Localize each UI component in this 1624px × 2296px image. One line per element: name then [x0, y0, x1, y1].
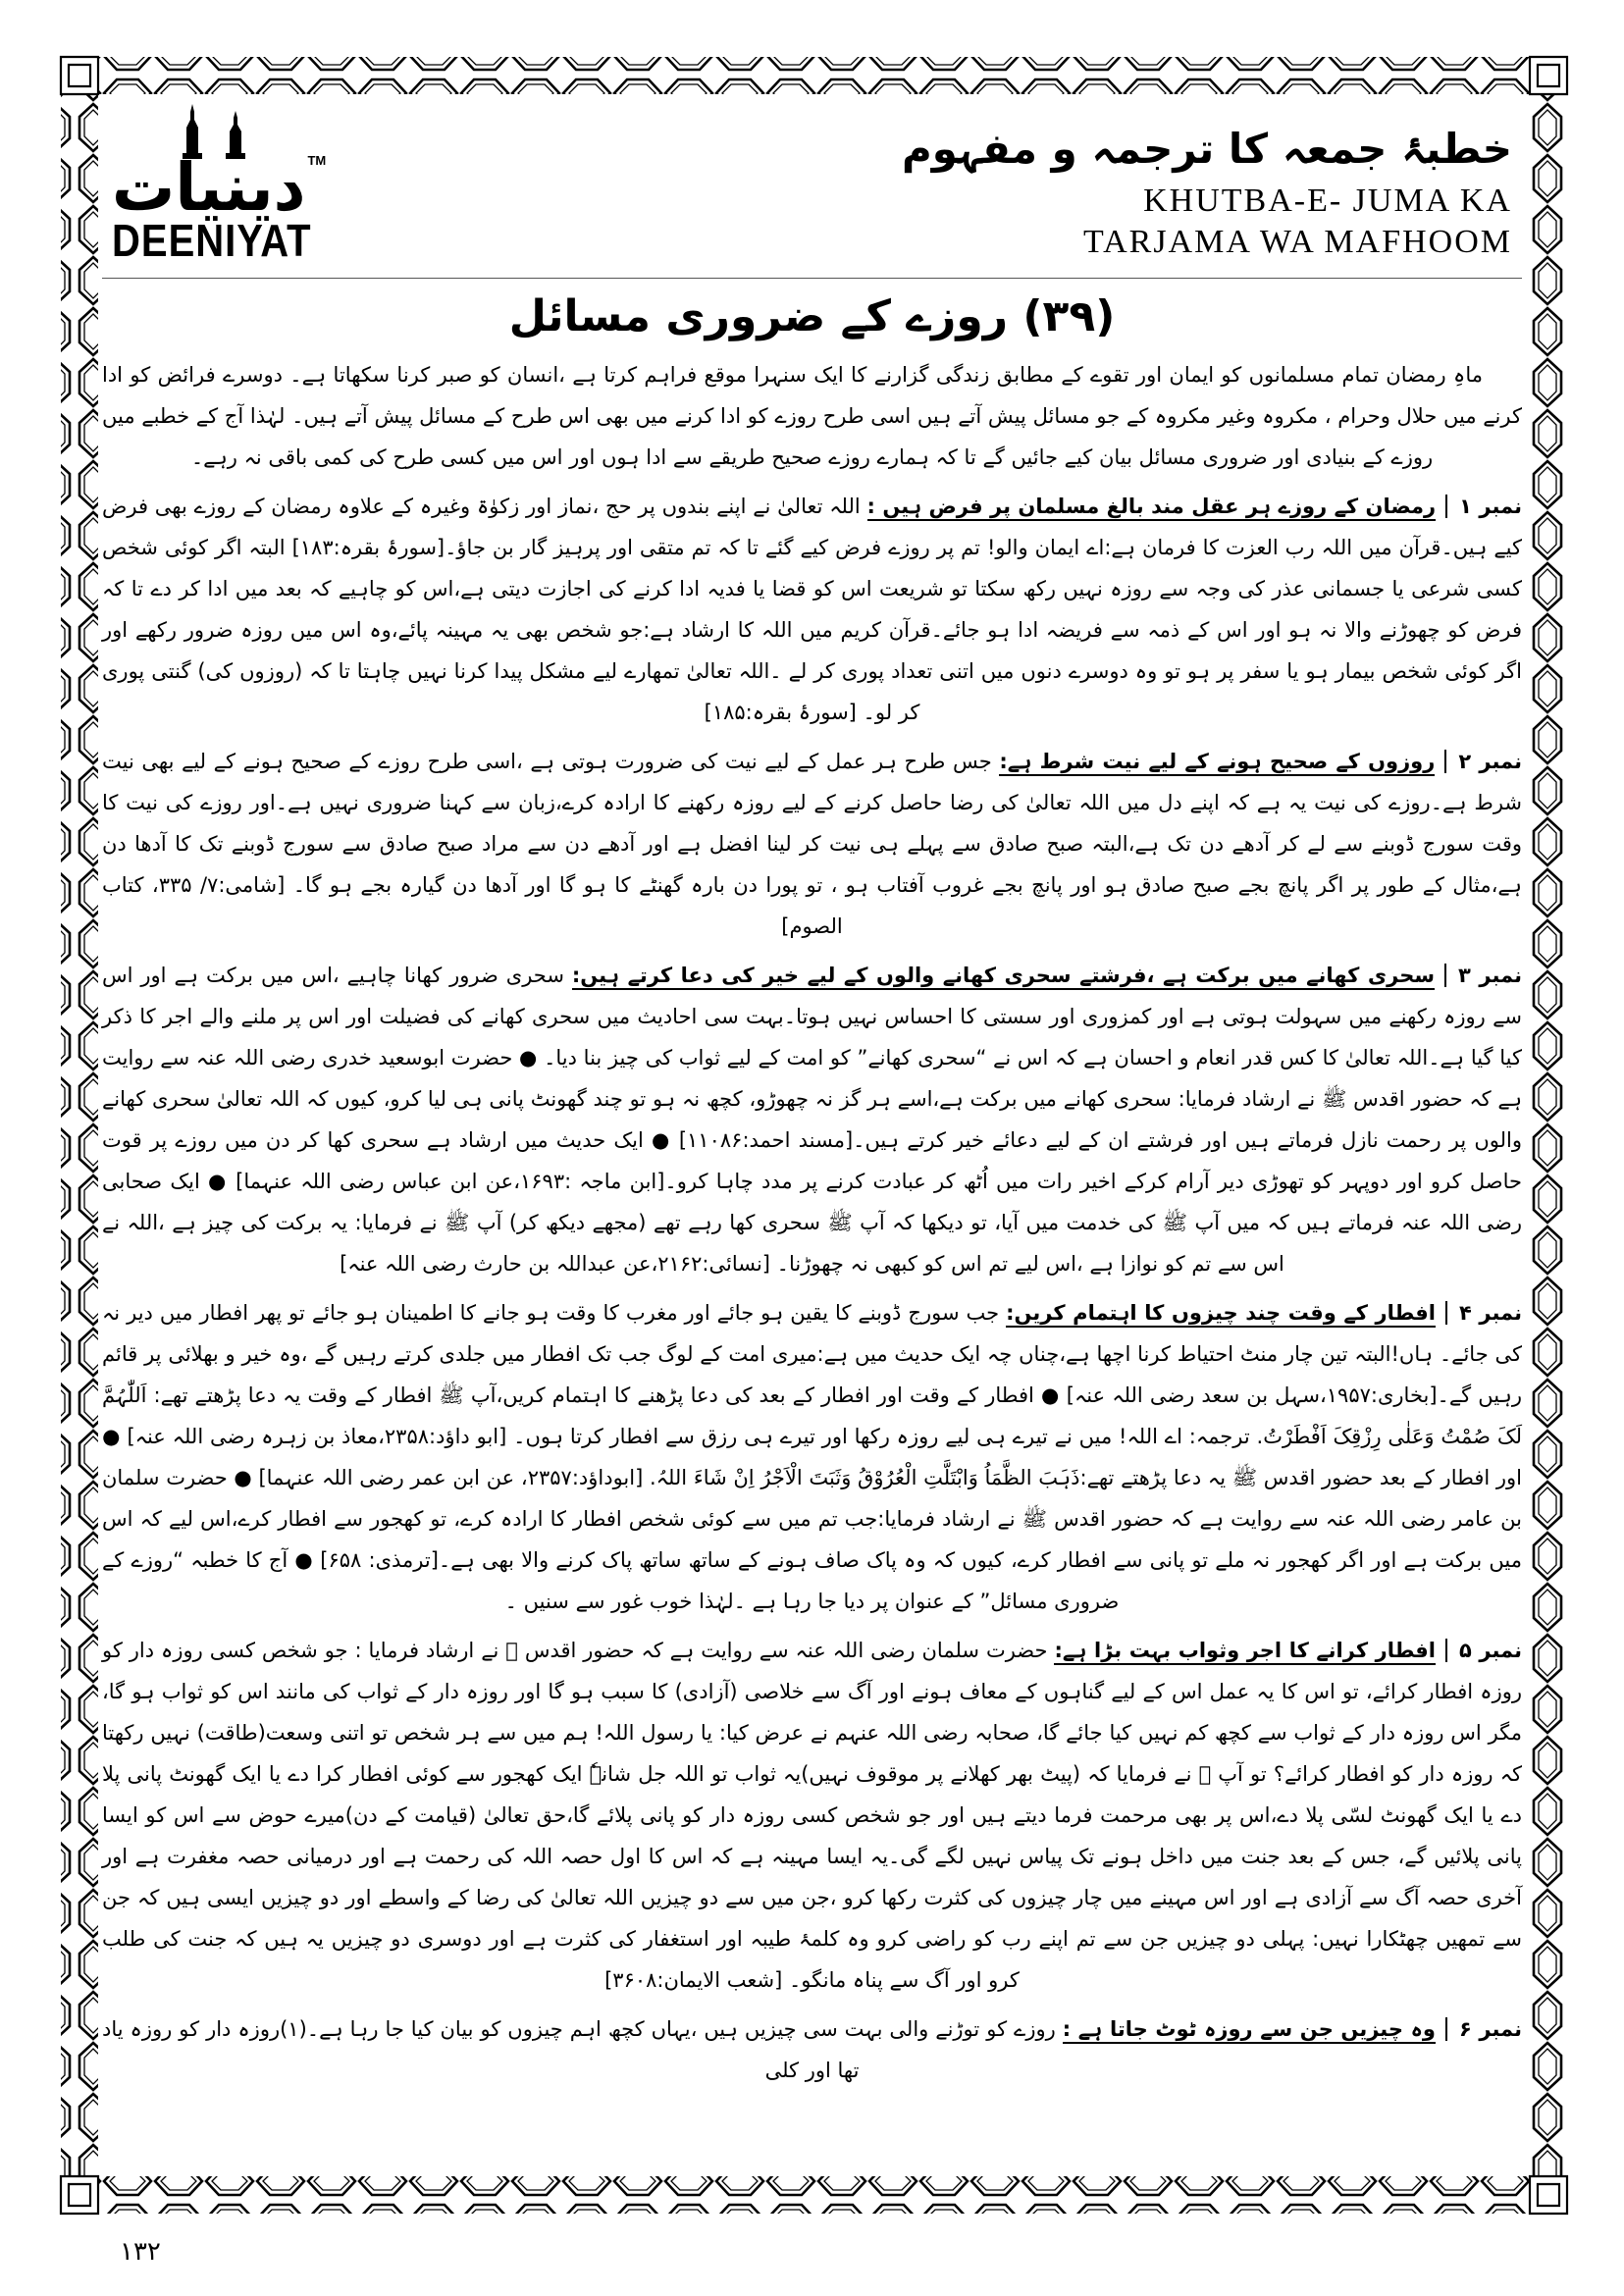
section-4-body: جب سورج ڈوبنے کا یقین ہو جائے اور مغرب کا وقت ہو جانے کا اطمینان ہو جائے تو پھر افطار میں دیر نہ کی جائے۔ ہاں!البتہ تین چار منٹ احتیاط کرنا اچھا ہے،چناں چہ ایک حدیث میں ہے:میری امت کے لوگ جب تک افطار میں جلدی کرتے رہیں گے ،وہ خیر و بھلائی پر قائم رہیں گے۔[بخاری:۱۹۵۷،سہل بن سعد رضی اللہ عنہ] ● افطار کے وقت اور افطار کے بعد کی دعا پڑھنے کا اہتمام کریں،آپ ﷺ افطار کے وقت یہ دعا پڑھتے تھے: اَللّٰہُمَّ لَکَ صُمْتُ وَعَلٰی رِزْقِکَ اَفْطَرْتُ. ترجمہ: اے اللہ! میں نے تیرے ہی لیے روزہ رکھا اور تیرے ہی رزق سے افطار کرتا ہوں۔ [ابو داؤد:۲۳۵۸،معاذ بن زہرہ رضی اللہ عنہ] ● اور افطار کے بعد حضور اقدس ﷺ یہ دعا پڑھتے تھے:ذَہَبَ الظَّمَاُ وَابْتَلَّتِ الْعُرُوْقُ وَثَبَتَ الْاَجْرُ اِنْ شَاءَ اللہُ. [ابوداؤد:۲۳۵۷، عن ابن عمر رضی اللہ عنہما] ● حضرت سلمان بن عامر رضی اللہ عنہ سے روایت ہے کہ حضور اقدس ﷺ نے ارشاد فرمایا:جب تم میں سے کوئی شخص افطار کا ارادہ کرے، تو کھجور سے افطار کرے،اس لیے کہ اس میں برکت ہے اور اگر کھجور نہ ملے تو پانی سے افطار کرے، کیوں کہ وہ پاک صاف ہونے کے ساتھ ساتھ پاک کرنے والا بھی ہے۔[ترمذی: ۶۵۸] ● آج کا خطبہ “روزے کے ضروری مسائل” کے عنوان پر دیا جا رہا ہے ۔لہٰذا خوب غور سے سنیں ۔	[102, 1300, 1523, 1613]
section-5	[102, 1630, 1522, 2001]
urdu-calligraphy-title: خطبۂ جمعہ کا ترجمہ و مفہوم	[902, 125, 1512, 174]
section-2-number: نمبر ۲	[1444, 750, 1522, 773]
page-heading: (۳۹) روزے کے ضروری مسائل	[508, 290, 1116, 341]
section-4-number: نمبر ۴	[1445, 1301, 1522, 1325]
section-6-number: نمبر ۶	[1445, 2017, 1522, 2041]
section-3-heading: سحری کھانے میں برکت ہے ،فرشتے سحری کھانے والوں کے لیے خیر کی دعا کرتے ہیں:	[572, 964, 1435, 990]
deeniyat-logo	[112, 102, 347, 264]
logo-latin-text: DEENIYAT	[112, 216, 312, 266]
section-1-heading: رمضان کے روزے ہر عقل مند بالغ مسلمان پر فرض ہیں :	[867, 495, 1437, 521]
logo-tm-mark: TM	[307, 153, 327, 168]
page-content	[102, 94, 1522, 2184]
section-3-body: سحری ضرور کھانا چاہیے ،اس میں برکت ہے اور اس سے روزہ رکھنے میں سہولت ہوتی ہے اور کمزوری اور سستی کا احساس نہیں ہوتا۔بہت سی احادیث میں سحری کھانے کی فضیلت اور اس پر ملنے والے اجر کا ذکر کیا گیا ہے۔اللہ تعالیٰ کا کس قدر انعام و احسان ہے کہ اس نے “سحری کھانے” کو امت کے لیے ثواب کی چیز بنا دیا۔ ● حضرت ابوسعید خدری رضی اللہ عنہ سے روایت ہے کہ حضور اقدس ﷺ نے ارشاد فرمایا: سحری کھانے میں برکت ہے،اسے ہر گز نہ چھوڑو، کچھ نہ ہو تو چند گھونٹ پانی ہی لیا کرو، کیوں کہ اللہ تعالیٰ سحری کھانے والوں پر رحمت نازل فرماتے ہیں اور فرشتے ان کے لیے دعائے خیر کرتے ہیں۔[مسند احمد:۱۱۰۸۶] ● ایک حدیث میں ارشاد ہے سحری کھا کر دن میں روزے پر قوت حاصل کرو اور دوپہر کو تھوڑی دیر آرام کرکے اخیر رات میں اُٹھ کر عبادت کرنے پر مدد چاہا کرو۔[ابن ماجہ :۱۶۹۳،عن ابن عباس رضی اللہ عنہما] ● ایک صحابی رضی اللہ عنہ فرماتے ہیں کہ میں آپ ﷺ کی خدمت میں آیا، تو دیکھا کہ آپ ﷺ سحری کھا رہے تھے (مجھے دیکھ کر) آپ ﷺ نے فرمایا: یہ برکت کی چیز ہے ،اللہ نے اس سے تم کو نوازا ہے ،اس لیے تم اس کو کبھی نہ چھوڑنا۔ [نسائی:۲۱۶۲،عن عبداللہ بن حارث رضی اللہ عنہ]	[102, 963, 1522, 1276]
english-title-line2: TARJAMA WA MAFHOOM	[1083, 224, 1512, 261]
section-5-heading: افطار کرانے کا اجر وثواب بہت بڑا ہے:	[1054, 1639, 1436, 1665]
logo-urdu-text: دینیات	[112, 150, 306, 227]
intro-paragraph: ماہِ رمضان تمام مسلمانوں کو ایمان اور تقوے کے مطابق زندگی گزارنے کا ایک سنہرا موقع فراہم کرتا ہے ،انسان کو صبر کرنا سکھاتا ہے۔ دوسرے فرائض کو ادا کرنے میں حلال وحرام ، مکروہ وغیر مکروہ کے جو مسائل پیش آتے ہیں اسی طرح روزے کو ادا کرنے میں بھی اس طرح کے مسائل پیش آتے ہیں۔ لہٰذا آج کے خطبے میں روزے کے بنیادی اور ضروری مسائل بیان کیے جائیں گے تا کہ ہمارے روزے صحیح طریقے سے ادا ہوں اور اس میں کسی طرح کی کمی باقی نہ رہے۔	[102, 362, 1522, 469]
english-title-line1: KHUTBA-E- JUMA KA	[1143, 182, 1512, 219]
section-6-heading: وہ چیزیں جن سے روزہ ٹوٹ جاتا ہے :	[1063, 2017, 1436, 2044]
section-1-body: اللہ تعالیٰ نے اپنے بندوں پر حج ،نماز اور زکوٰۃ وغیرہ کے علاوہ رمضان کے روزے بھی فرض کیے ہیں۔قرآن میں اللہ رب العزت کا فرمان ہے:اے ایمان والو! تم پر روزے فرض کیے گئے تا کہ تم متقی اور پرہیز گار بن جاؤ۔[سورۂ بقرہ:۱۸۳] البتہ اگر کوئی شخص کسی شرعی یا جسمانی عذر کی وجہ سے روزہ نہیں رکھ سکتا تو شریعت اس کو قضا یا فدیہ ادا کرنے کی اجازت دیتی ہے،اس کو چاہیے کہ بعد میں ادا کر دے تا کہ فرض کو چھوڑنے والا نہ ہو اور اس کے ذمہ سے فریضہ ادا ہو جائے۔قرآن کریم میں اللہ کا ارشاد ہے:جو شخص بھی یہ مہینہ پائے،وہ اس میں روزہ ضرور رکھے اور اگر کوئی شخص بیمار ہو یا سفر پر ہو تو وہ دوسرے دنوں میں اتنی تعداد پوری کر لے ۔اللہ تعالیٰ تمھارے لیے مشکل پیدا کرنا نہیں چاہتا تا کہ (روزوں کی) گنتی پوری کر لو۔ [سورۂ بقرہ:۱۸۵]	[102, 494, 1522, 724]
section-5-body: حضرت سلمان رضی اللہ عنہ سے روایت ہے کہ حضور اقدس ﷺ نے ارشاد فرمایا : جو شخص کسی روزہ دار کو روزہ افطار کرائے، تو اس کا یہ عمل اس کے لیے گناہوں کے معاف ہونے اور آگ سے خلاصی (آزادی) کا سبب ہو گا اور روزہ دار کے ثواب کی مانند اس کو ثواب ہو گا، مگر اس روزہ دار کے ثواب سے کچھ کم نہیں کیا جائے گا، صحابہ رضی اللہ عنہم نے عرض کیا: یا رسول اللہ! ہم میں سے ہر شخص تو اتنی وسعت(طاقت) نہیں رکھتا کہ روزہ دار کو افطار کرائے؟ تو آپ ﷺ نے فرمایا کہ (پیٹ بھر کھلانے پر موقوف نہیں)یہ ثواب تو اللہ جل شانہٗ ایک کھجور سے کوئی افطار کرا دے یا ایک گھونٹ پانی پلا دے یا ایک گھونٹ لسّی پلا دے،اس پر بھی مرحمت فرما دیتے ہیں اور جو شخص کسی روزہ دار کو پانی پلائے گا،حق تعالیٰ (قیامت کے دن)میرے حوض سے اس کو ایسا پانی پلائیں گے، جس کے بعد جنت میں داخل ہونے تک پیاس نہیں لگے گی۔یہ ایسا مہینہ ہے کہ اس کا اول حصہ اللہ کی رحمت ہے اور درمیانی حصہ مغفرت ہے اور آخری حصہ آگ سے آزادی ہے اور اس مہینے میں چار چیزوں کی کثرت رکھا کرو ،جن میں سے دو چیزیں اللہ تعالیٰ کی رضا کے واسطے اور دو چیزیں ایسی ہیں کہ جن سے تمھیں چھٹکارا نہیں: پہلی دو چیزیں جن سے تم اپنے رب کو راضی کرو وہ کلمۂ طیبہ اور استغفار کی کثرت ہے اور دوسری دو چیزیں یہ ہیں کہ جنت کی طلب کرو اور آگ سے پناہ مانگو۔ [شعب الایمان:۳۶۰۸]	[102, 1638, 1522, 1992]
section-2	[102, 741, 1522, 947]
section-1	[102, 486, 1522, 733]
section-3-number: نمبر ۳	[1444, 964, 1522, 987]
section-5-number: نمبر ۵	[1445, 1639, 1522, 1662]
section-6-body: روزے کو توڑنے والی بہت سی چیزیں ہیں ،یہاں کچھ اہم چیزوں کو بیان کیا جا رہا ہے۔(۱)روزہ دار کو روزہ یاد تھا اور کلی	[102, 2016, 1063, 2082]
page-number: ۱۳۲	[120, 2237, 161, 2267]
sermon-body	[102, 354, 1522, 2091]
section-4	[102, 1292, 1522, 1622]
section-2-heading: روزوں کے صحیح ہونے کے لیے نیت شرط ہے:	[999, 750, 1435, 776]
header-titles	[902, 125, 1512, 263]
section-6	[102, 2009, 1522, 2091]
section-2-body: جس طرح ہر عمل کے لیے نیت کی ضرورت ہوتی ہے ،اسی طرح روزے کے صحیح ہونے کے لیے بھی نیت شرط ہے۔روزے کی نیت یہ ہے کہ اپنے دل میں اللہ تعالیٰ کی رضا حاصل کرنے کے لیے روزہ رکھنے کا ارادہ کرے،زبان سے کہنا ضروری نہیں ہے۔اور روزے کی نیت کا وقت سورج ڈوبنے سے لے کر آدھے دن تک ہے،البتہ صبح صادق سے پہلے ہی نیت کر لینا افضل ہے اور آدھے دن سے مراد صبح صادق سے سورج ڈوبنے تک کا آدھا دن ہے،مثال کے طور پر اگر پانچ بجے صبح صادق ہو اور پانچ بجے غروب آفتاب ہو ، تو پورا دن بارہ گھنٹے کا ہو گا اور آدھا دن گیارہ بجے ہو گا۔ [شامی:۷/ ۳۳۵، کتاب الصوم]	[102, 749, 1522, 938]
page-header	[102, 94, 1522, 279]
section-3	[102, 955, 1522, 1284]
section-4-heading: افطار کے وقت چند چیزوں کا اہتمام کریں:	[1006, 1301, 1436, 1328]
section-1-number: نمبر ۱	[1445, 495, 1522, 518]
